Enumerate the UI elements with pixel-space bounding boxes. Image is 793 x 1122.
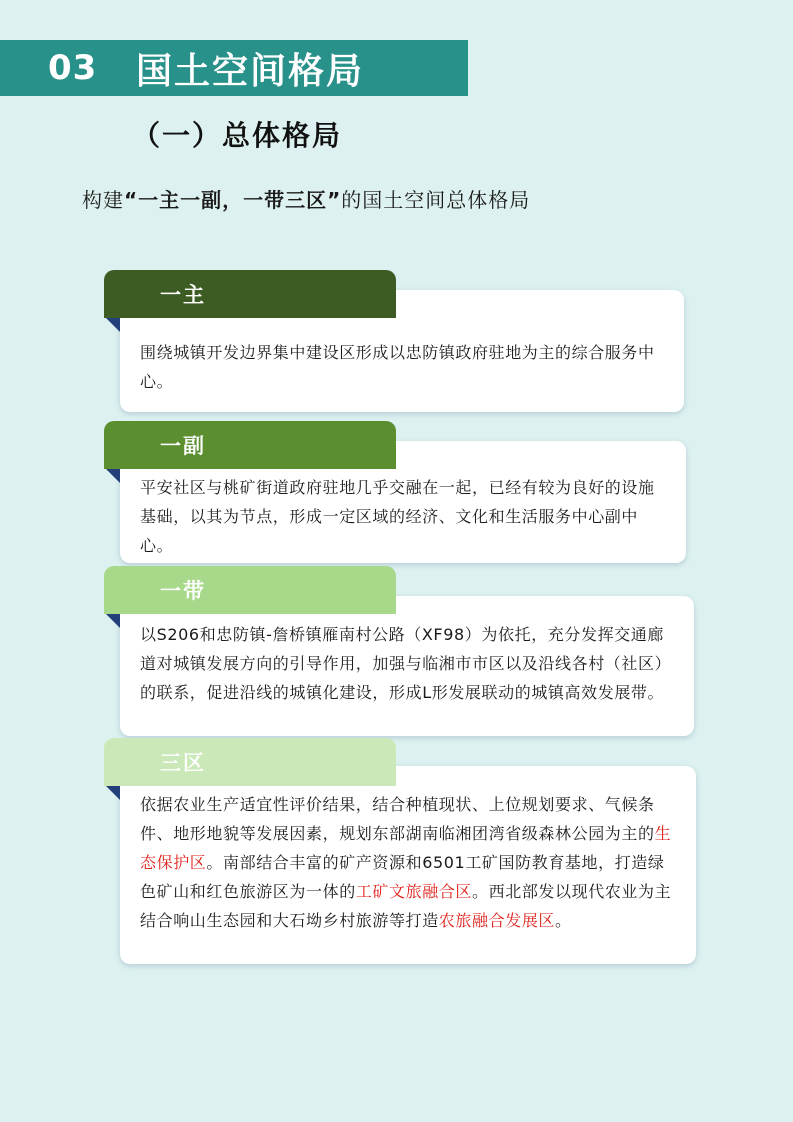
section-banner [0,40,468,96]
tab-yizhu [104,270,396,318]
card-yidai [120,596,694,736]
card-text-part: 。 [555,911,572,930]
intro-bold: “一主一副，一带三区” [124,188,342,212]
intro-text [82,184,530,213]
highlight-ecological-zone: 生态保护区 [140,824,672,872]
fold-corner [106,614,120,628]
tab-label: 三区 [160,751,206,775]
tab-yifu [104,421,396,469]
card-sanqu [120,766,696,964]
tab-yidai [104,566,396,614]
card-text-part: 。南部结合丰富的矿产资源和6501工矿国防教育基地，打造绿色矿山和红色旅游区为一体的 [140,853,665,901]
section-number: 03 [48,48,98,88]
card-text: 围绕城镇开发边界集中建设区形成以忠防镇政府驻地为主的综合服务中心。 [140,343,655,391]
card-text-part: 依据农业生产适宜性评价结果，结合种植现状、上位规划要求、气候条件、地形地貌等发展因素，规划东部湖南临湘团湾省级森林公园为主的 [140,795,655,843]
tab-label: 一主 [160,283,206,307]
section-title: 国土空间格局 [136,50,365,92]
card-text: 平安社区与桃矿街道政府驻地几乎交融在一起，已经有较为良好的设施基础，以其为节点，形成一定区域的经济、文化和生活服务中心副中心。 [140,478,655,555]
intro-suffix: 的国土空间总体格局 [341,188,531,212]
card-text: 以S206和忠防镇-詹桥镇雁南村公路（XF98）为依托，充分发挥交通廊道对城镇发展方向的引导作用，加强与临湘市市区以及沿线各村（社区）的联系，促进沿线的城镇化建设，形成L形发展联动的城镇高效发展带。 [140,625,672,702]
fold-corner [106,318,120,332]
intro-prefix: 构建 [82,188,124,212]
fold-corner [106,786,120,800]
highlight-industrial-tourism-zone: 工矿文旅融合区 [355,882,473,901]
tab-label: 一副 [160,434,206,458]
tab-sanqu [104,738,396,786]
tab-label: 一带 [160,579,206,603]
fold-corner [106,469,120,483]
highlight-agri-tourism-zone: 农旅融合发展区 [438,911,556,930]
subtitle: （一）总体格局 [132,119,343,152]
card-text-part: 。西北部发以现代农业为主结合响山生态园和大石坳乡村旅游等打造 [140,882,672,930]
